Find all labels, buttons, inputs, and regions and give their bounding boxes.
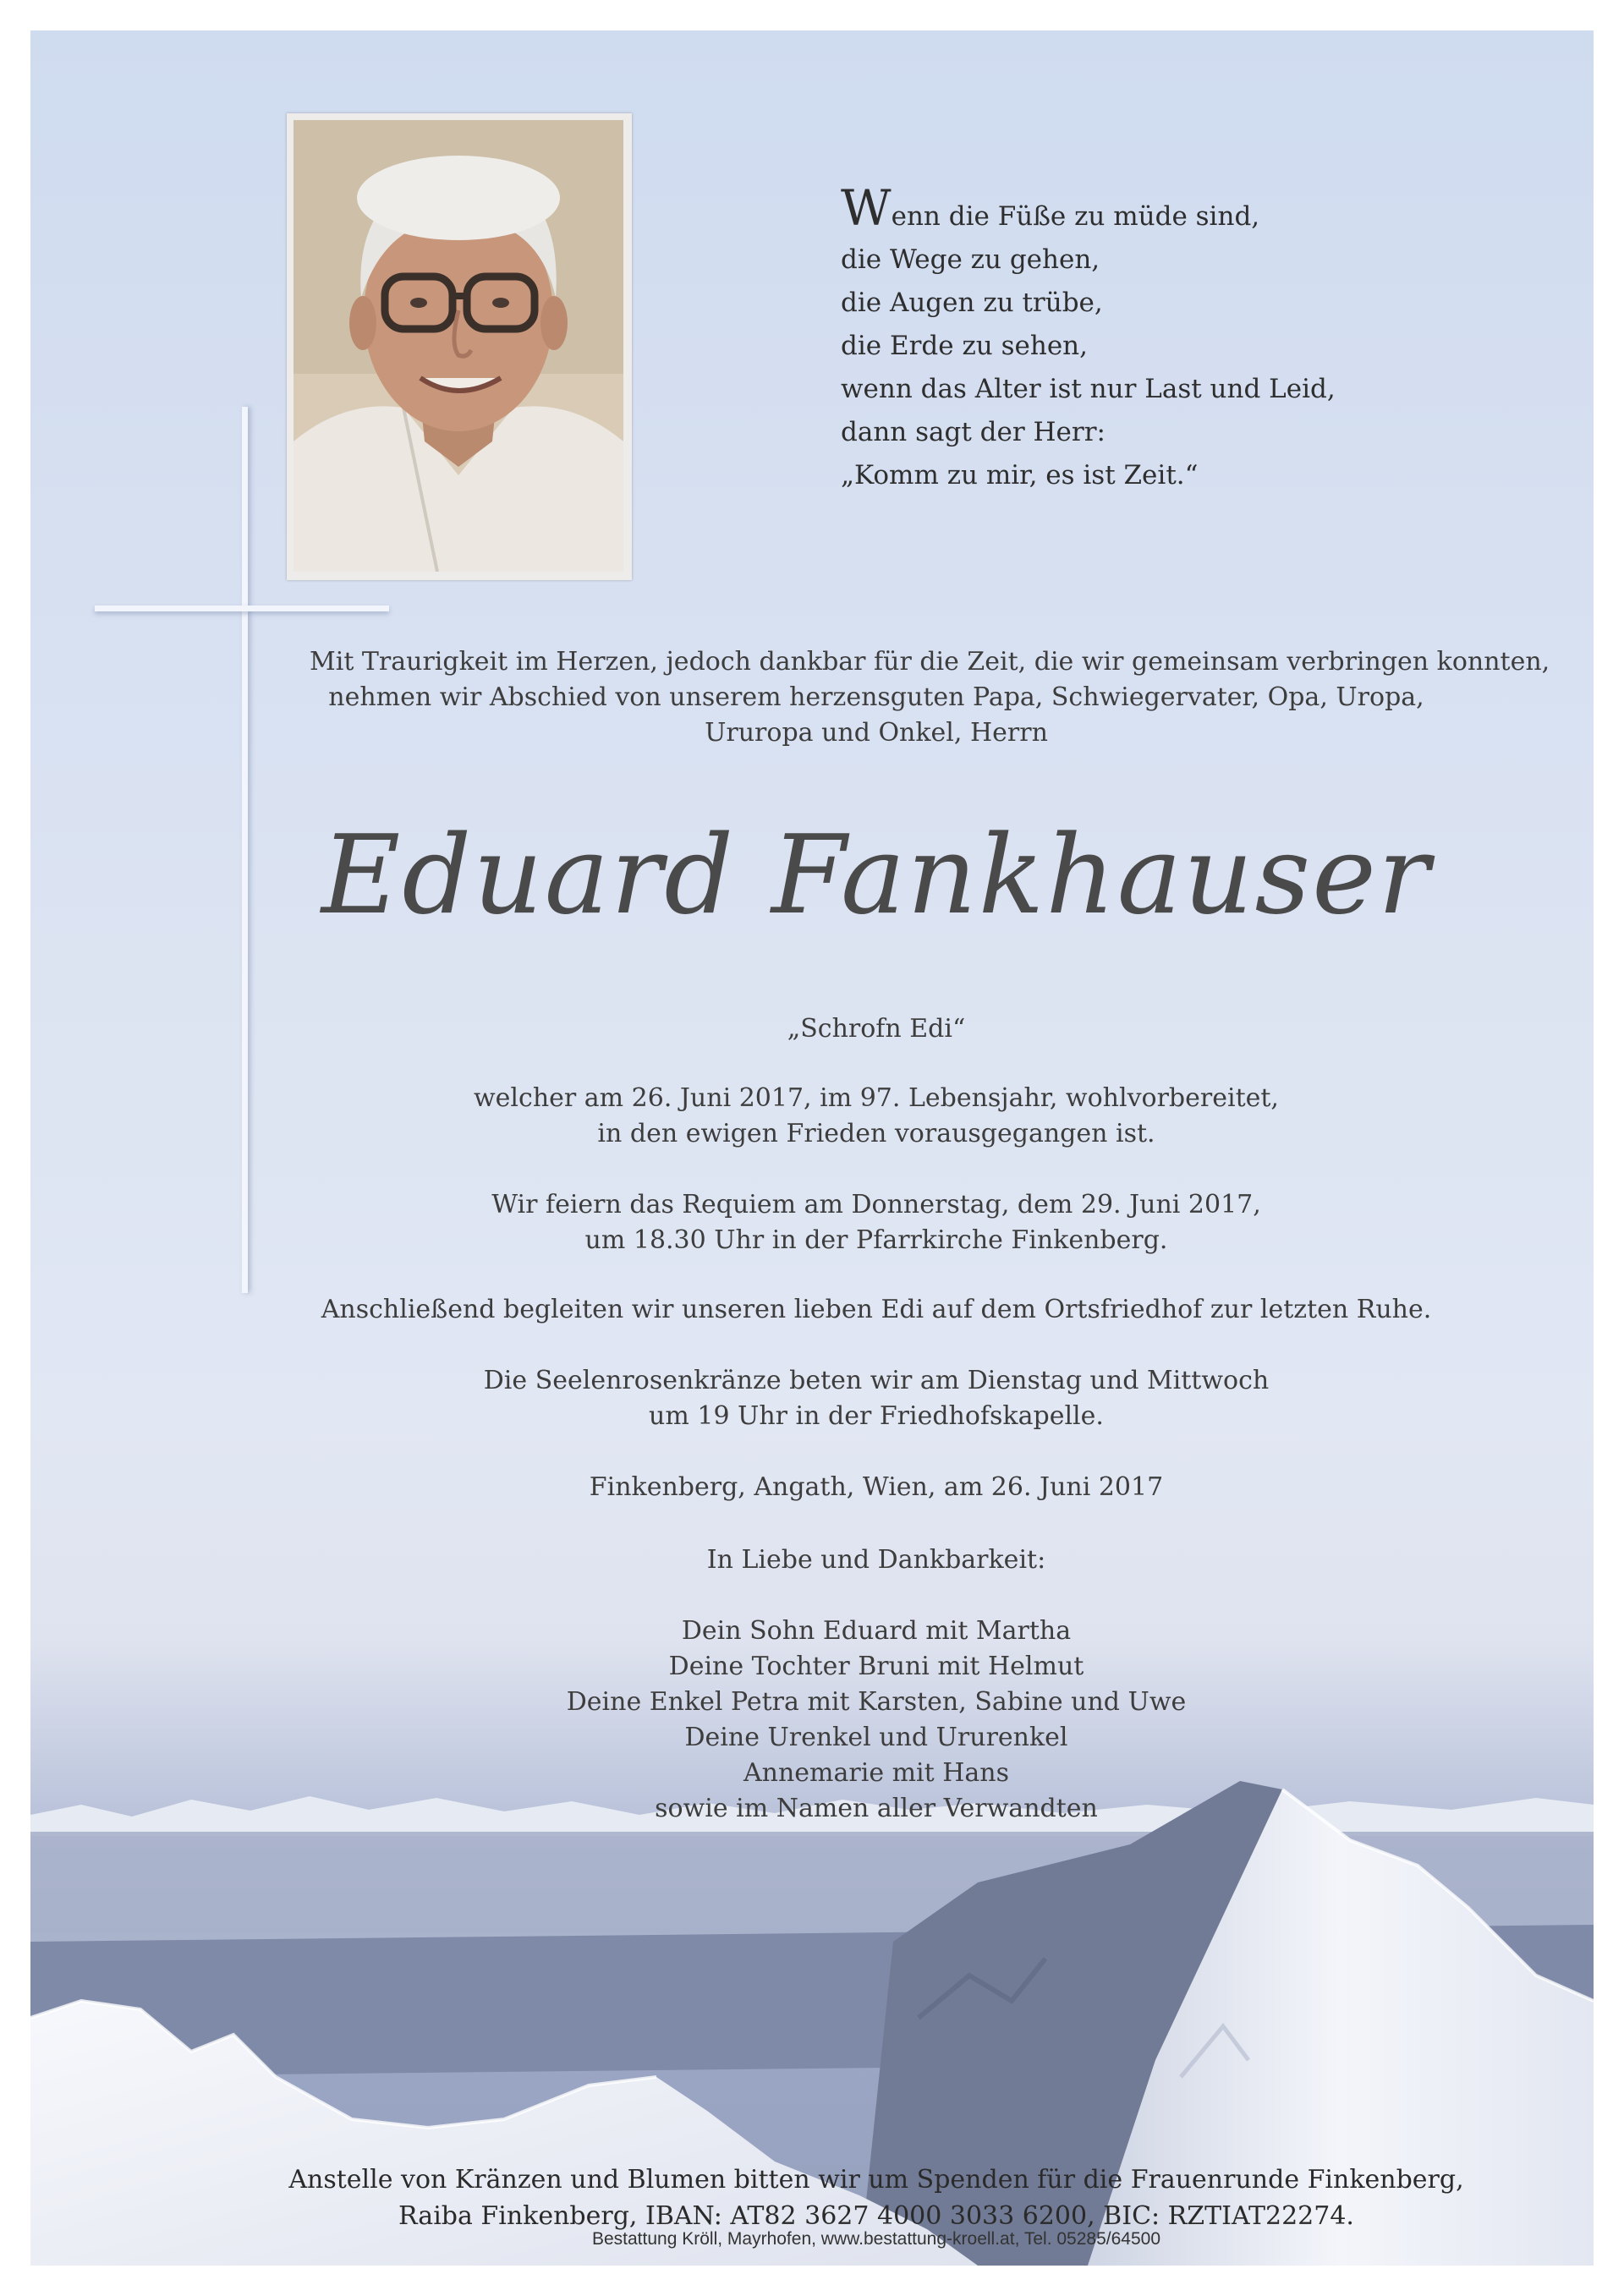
mourner: Annemarie mit Hans bbox=[743, 1758, 1010, 1788]
intro-text: Mit Traurigkeit im Herzen, jedoch dankbar für die Zeit, die wir gemeinsam verbringen konnten, nehmen wir Abschied von unserem herzensguten Papa, Schwiegervater, Opa, Uropa, Ururopa und Onkel, Herrn bbox=[310, 647, 1550, 748]
mourners-list bbox=[310, 1614, 1443, 1827]
nickname: „Schrofn Edi“ bbox=[787, 1014, 966, 1044]
cross-vertical bbox=[242, 407, 248, 1293]
requiem-notice: Wir feiern das Requiem am Donnerstag, dem 29. Juni 2017, um 18.30 Uhr in der Pfarrkirche Finkenberg. bbox=[491, 1190, 1261, 1255]
place-date: Finkenberg, Angath, Wien, am 26. Juni 2017 bbox=[589, 1472, 1164, 1502]
deceased-name: Eduard Fankhauser bbox=[321, 813, 1432, 939]
obituary-card bbox=[30, 30, 1594, 2266]
poem-line: die Wege zu gehen, bbox=[841, 244, 1100, 275]
rosary-notice: Die Seelenrosenkränze beten wir am Dienstag und Mittwoch um 19 Uhr in der Friedhofskapelle. bbox=[483, 1366, 1270, 1431]
mourner: sowie im Namen aller Verwandten bbox=[655, 1794, 1098, 1823]
gratitude-heading: In Liebe und Dankbarkeit: bbox=[706, 1545, 1046, 1575]
funeral-home-footer: Bestattung Kröll, Mayrhofen, www.bestattung-kroell.at, Tel. 05285/64500 bbox=[591, 2229, 1160, 2249]
portrait-photo bbox=[287, 113, 632, 580]
portrait-illustration bbox=[294, 120, 623, 572]
death-notice: welcher am 26. Juni 2017, im 97. Lebensjahr, wohlvorbereitet, in den ewigen Frieden vorausgegangen ist. bbox=[474, 1083, 1279, 1148]
cross-horizontal bbox=[95, 606, 389, 611]
poem-initial: W bbox=[841, 179, 892, 237]
poem-line-1: Wenn die Füße zu müde sind, bbox=[841, 179, 1260, 237]
poem-line: wenn das Alter ist nur Last und Leid, bbox=[841, 374, 1336, 404]
poem-line: dann sagt der Herr: bbox=[841, 417, 1106, 447]
donation-notice: Anstelle von Kränzen und Blumen bitten wir um Spenden für die Frauenrunde Finkenberg, Raiba Finkenberg, IBAN: AT82 3627 4000 3033 6200, BIC: RZTIAT22274. bbox=[288, 2165, 1464, 2231]
poem-line: die Augen zu trübe, bbox=[841, 288, 1103, 318]
mourner: Dein Sohn Eduard mit Martha bbox=[681, 1616, 1072, 1646]
mourner: Deine Enkel Petra mit Karsten, Sabine und Uwe bbox=[566, 1687, 1187, 1717]
poem bbox=[841, 179, 1433, 497]
mourner: Deine Tochter Bruni mit Helmut bbox=[668, 1652, 1084, 1681]
poem-line: die Erde zu sehen, bbox=[841, 331, 1088, 361]
mourner: Deine Urenkel und Ururenkel bbox=[684, 1723, 1068, 1752]
poem-line: „Komm zu mir, es ist Zeit.“ bbox=[841, 460, 1199, 490]
burial-notice: Anschließend begleiten wir unseren lieben Edi auf dem Ortsfriedhof zur letzten Ruhe. bbox=[321, 1295, 1432, 1324]
